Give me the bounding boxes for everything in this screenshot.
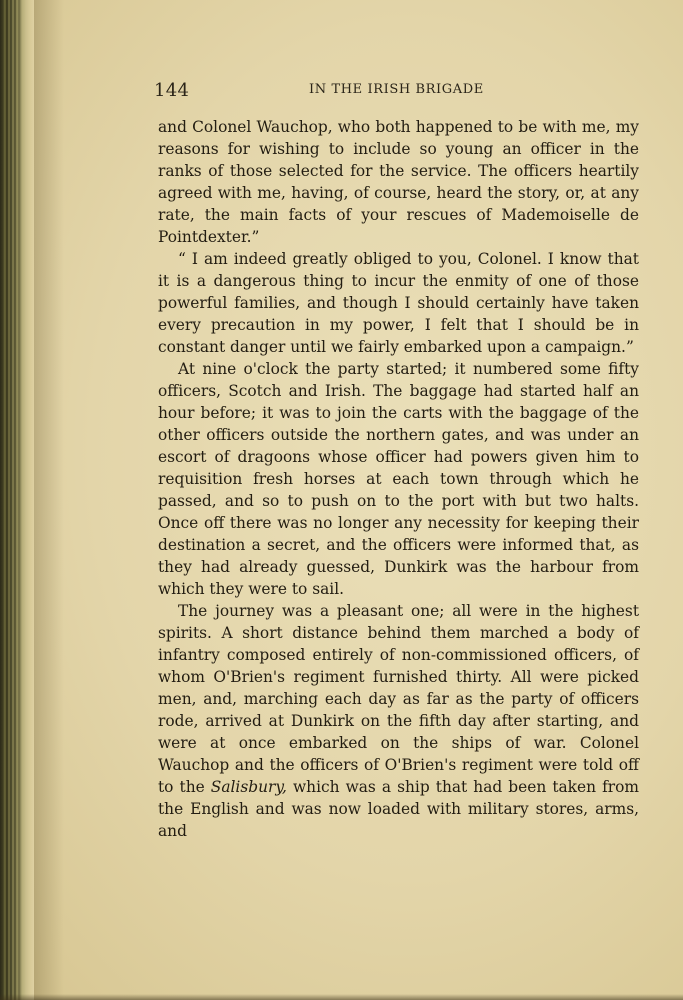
paragraph-4-text-before: The journey was a pleasant one; all were in the highest spirits. A short distance behind them marched a body of infantry composed entirely of non-commissioned officers, of whom O'Brien's regiment furnished thirty. All were picked men, and, marching each day as far as the party of officers rode, arrived at Dunkirk on the fifth day after starting, and were at once embarked on the ships of war. Colonel Wauchop and the officers of O'Brien's regiment were told off to the [158,602,639,796]
paragraph-2: “ I am indeed greatly obliged to you, Colonel. I know that it is a dangerous thing to incur the enmity of one of those powerful families, and though I should certainly have taken every precaution in my power, I felt that I should be in constant danger until we fairly embarked upon a campaign.” [158,250,639,356]
page-number: 144 [154,80,190,101]
paragraph-1: and Colonel Wauchop, who both happened to be with me, my reasons for wishing to include so young an officer in the ranks of those selected for the service. The officers heartily agreed with me, having, of course, heard the story, or, at any rate, the main facts of your rescues of Mademoiselle de Pointdexter.” [158,118,639,246]
running-head: IN THE IRISH BRIGADE [309,82,484,97]
paragraph-3: At nine o'clock the party started; it numbered some fifty officers, Scotch and Irish. The baggage had started half an hour before; it was to join the carts with the baggage of the other officers outside the northern gates, and was under an escort of dragoons whose officer had powers given him to requisition fresh horses at each town through which he passed, and so to push on to the port with but two halts. Once off there was no longer any necessity for keeping their destination a secret, and the officers were informed that, as they had already guessed, Dunkirk was the harbour from which they were to sail. [158,360,639,598]
gutter-shadow [34,0,64,1000]
ship-name: Salisbury, [210,778,287,796]
paragraph-4 [158,600,639,842]
page-header [154,78,640,108]
book-spine-binding [0,0,34,1000]
paragraph-4-text-after: which was a ship that had been taken from the English and was now loaded with military stores, arms, and [158,778,639,840]
page-bottom-edge [0,994,683,1000]
body-text [158,116,639,842]
